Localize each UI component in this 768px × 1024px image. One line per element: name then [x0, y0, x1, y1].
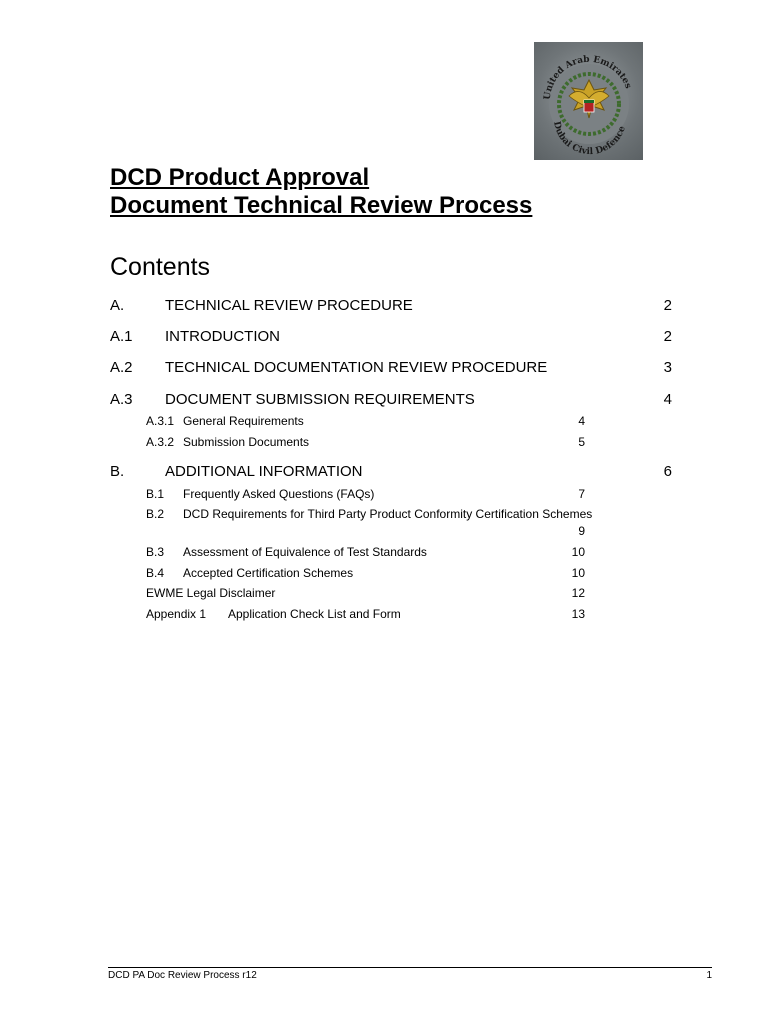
- toc-number: B.4: [146, 566, 165, 580]
- toc-text: Frequently Asked Questions (FAQs): [183, 487, 375, 501]
- toc-number: Appendix 1: [146, 607, 207, 621]
- toc-text: TECHNICAL DOCUMENTATION REVIEW PROCEDURE: [165, 359, 548, 376]
- toc-page: 13: [571, 607, 585, 621]
- footer-document-reference: DCD PA Doc Review Process r12: [108, 970, 257, 981]
- toc-page: 10: [571, 545, 585, 559]
- contents-heading: Contents: [110, 253, 211, 281]
- toc-number: A.3: [110, 391, 133, 408]
- logo-top-text: United Arab Emirates: [542, 54, 633, 101]
- toc-page: 12: [571, 586, 585, 600]
- toc-page: 2: [663, 328, 672, 345]
- footer-page-number: 1: [706, 970, 712, 981]
- toc-text: DCD Requirements for Third Party Product Conformity Certification Schemes: [183, 507, 593, 521]
- toc-text: Accepted Certification Schemes: [183, 566, 354, 580]
- toc-page: 7: [578, 487, 585, 501]
- toc-page: 6: [663, 463, 672, 480]
- toc-text: ADDITIONAL INFORMATION: [165, 463, 363, 480]
- toc-number: B.3: [146, 545, 165, 559]
- toc-text: Submission Documents: [183, 435, 310, 449]
- toc-page: 5: [578, 435, 585, 449]
- toc-page: 4: [663, 391, 672, 408]
- toc-number: A.: [110, 297, 125, 314]
- dubai-civil-defence-logo: [534, 42, 643, 160]
- toc-number: A.1: [110, 328, 133, 345]
- toc-page: 3: [663, 359, 672, 376]
- toc-text: Assessment of Equivalence of Test Standards: [183, 545, 427, 559]
- toc-number: A.3.1: [146, 414, 175, 428]
- emblem-icon: [534, 42, 643, 160]
- toc-page: 4: [578, 414, 585, 428]
- toc-page: 2: [663, 297, 672, 314]
- toc-text: TECHNICAL REVIEW PROCEDURE: [165, 297, 413, 314]
- toc-text: General Requirements: [183, 414, 304, 428]
- toc-number: B.1: [146, 487, 165, 501]
- document-title: [110, 164, 532, 220]
- toc-number: B.: [110, 463, 125, 480]
- toc-text: EWME Legal Disclaimer: [146, 586, 276, 600]
- toc-text: INTRODUCTION: [165, 328, 280, 345]
- toc-number: A.3.2: [146, 435, 175, 449]
- toc-page: 9: [578, 524, 585, 538]
- toc-text: DOCUMENT SUBMISSION REQUIREMENTS: [165, 391, 475, 408]
- logo-bottom-text: Dubai Civil Defence: [551, 120, 628, 158]
- toc-text: Application Check List and Form: [228, 607, 401, 621]
- title-line-2: Document Technical Review Process: [110, 192, 533, 219]
- title-line-1: DCD Product Approval: [110, 164, 370, 191]
- toc-number: B.2: [146, 507, 165, 521]
- toc-number: A.2: [110, 359, 133, 376]
- footer-divider: [108, 967, 712, 968]
- toc-page: 10: [571, 566, 585, 580]
